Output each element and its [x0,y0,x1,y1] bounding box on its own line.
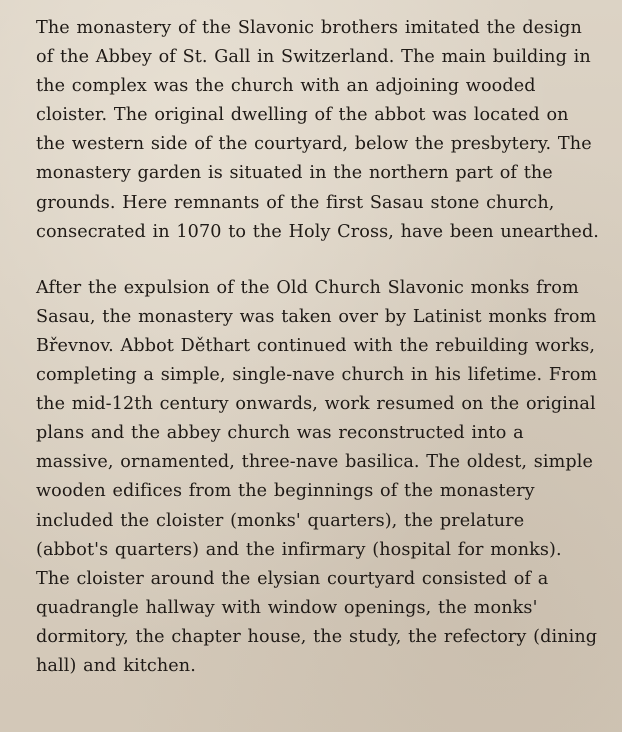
paragraph-monastery-design: The monastery of the Slavonic brothers imitated the design of the Abbey of St. Gall in Switzerland. The main building in the complex was the church with an adjoining wooded cloister. The original dwelling of the abbot was located on the western side of the courtyard, below the presbytery. The monastery garden is situated in the northern part of the grounds. Here remnants of the first Sasau stone church, consecrated in 1070 to the Holy Cross, have been unearthed. [36,18,600,242]
paragraph-latinist-monks: After the expulsion of the Old Church Slavonic monks from Sasau, the monastery was taken over by Latinist monks from Břevnov. Abbot Děthart continued with the rebuilding works, completing a simple, single-nave church in his lifetime. From the mid-12th century onwards, work resumed on the original plans and the abbey church was reconstructed into a massive, ornamented, three-nave basilica. The oldest, simple wooden edifices from the beginnings of the monastery included the cloister (monks' quarters), the prelature (abbot's quarters) and the infirmary (hospital for monks). The cloister around the elysian courtyard consisted of a quadrangle hallway with window openings, the monks' dormitory, the chapter house, the study, the refectory (dining hall) and kitchen. [36,277,598,676]
